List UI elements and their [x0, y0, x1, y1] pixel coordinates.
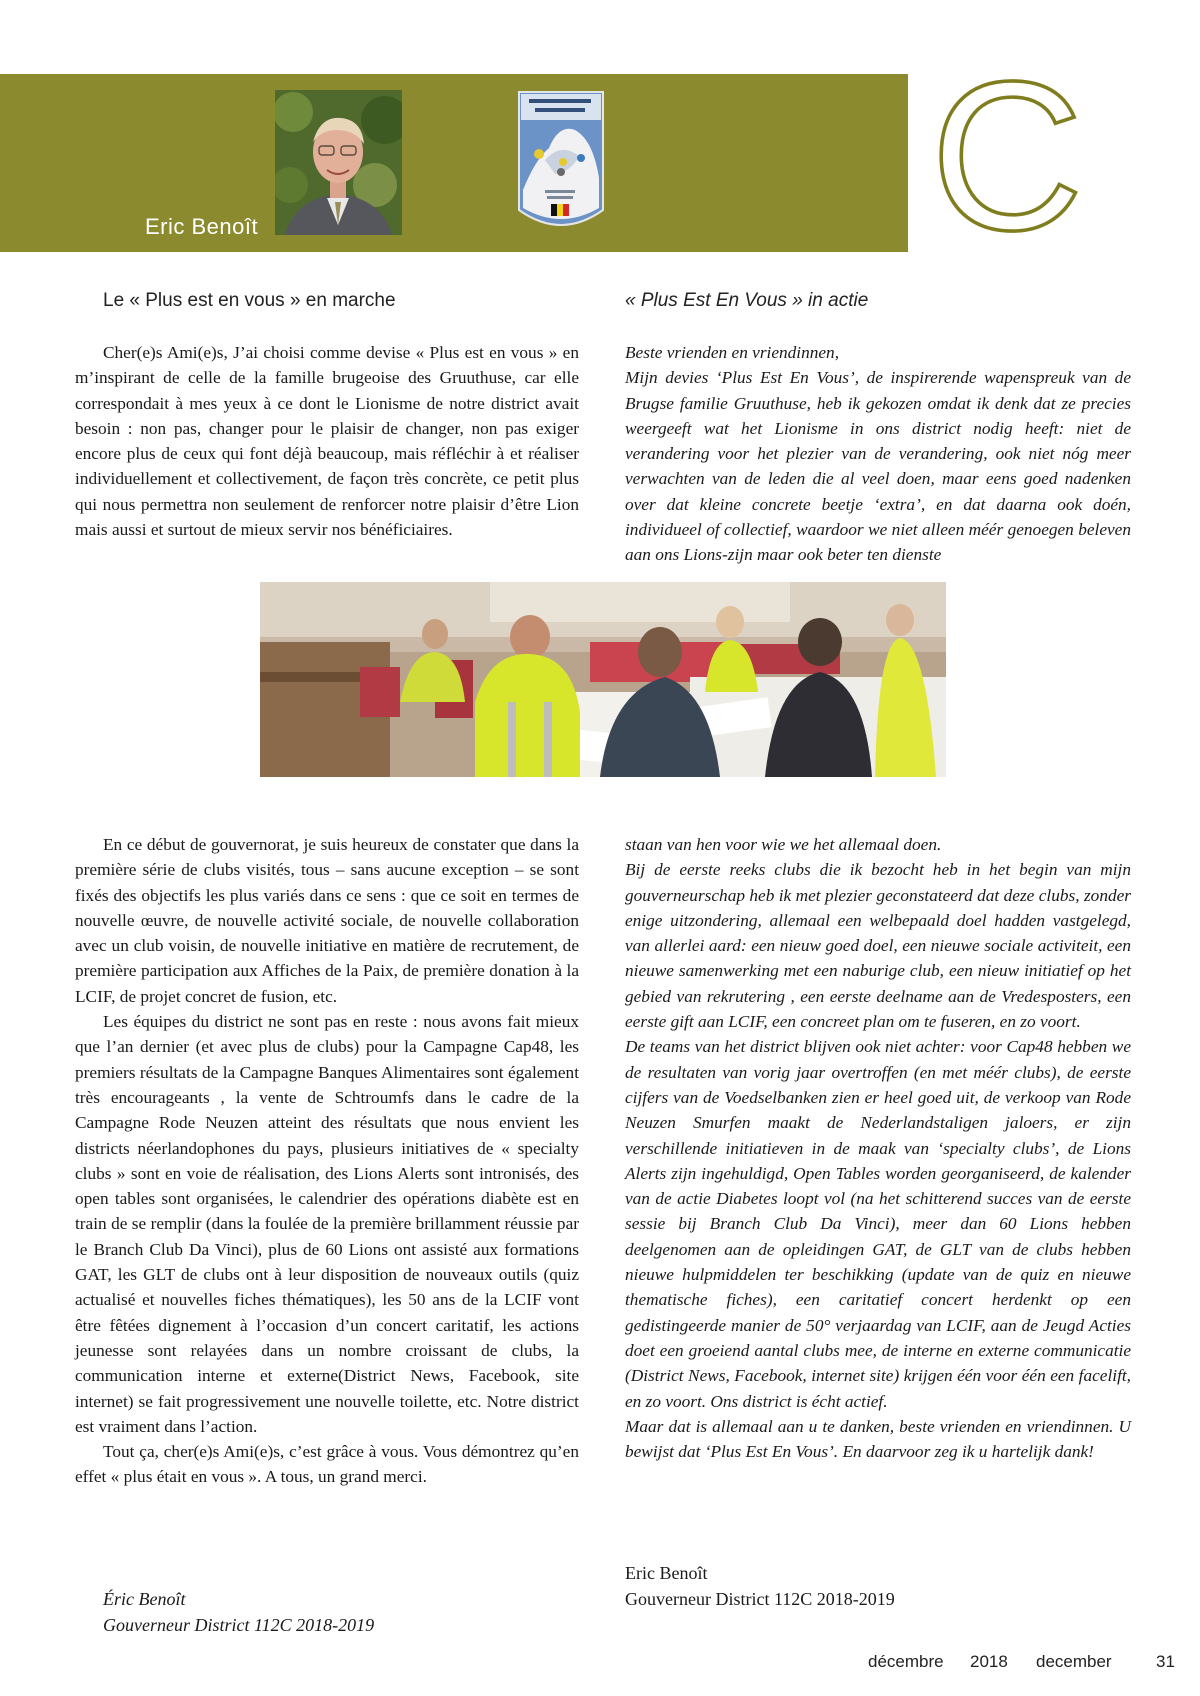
french-signature-title: Gouverneur District 112C 2018-2019: [103, 1615, 375, 1635]
dutch-paragraph-teams: De teams van het district blijven ook niet achter: voor Cap48 hebben we de resultaten van vorig jaar overtroffen (en met méér clubs), de eerste cijfers van de Voedselbanken zien er heel goed uit, de verkoop van Rode Neuzen Smurfen maakt de Nederlandstaligen jaloers, er zijn verschillende initiatieven in de maak van ‘specialty clubs’, de Lions Alerts zijn ingehuldigd, Open Tables worden georganiseerd, de kalender van de actie Diabetes loopt vol (na het schitterend succes van de eerste sessie bij Branch Club Da Vinci), meer dan 60 Lions hebben deelgenomen aan de opleidingen GAT, de GLT van de clubs hebben nieuwe hulpmiddelen ter beschikking (update van de quiz en nieuwe thematische fiches), een caritatief concert herdenkt op een gedistingeerde manier de 50° verjaardag van LCIF, aan de Jeugd Acties doet een groeiend aantal clubs mee, de interne en externe communicatie (District News, Facebook, internet site) krijgen één voor één een facelift, en zo voort. Ons district is écht actief.: [625, 1037, 1131, 1411]
dutch-main-block: [625, 832, 1131, 1464]
meeting-photo: [260, 582, 946, 777]
footer-month-nl: december: [1036, 1652, 1112, 1671]
french-heading: Le « Plus est en vous » en marche: [103, 290, 396, 311]
dutch-heading: « Plus Est En Vous » in actie: [625, 290, 869, 311]
french-paragraph-clubs: En ce début de gouvernorat, je suis heureux de constater que dans la première série de clubs visités, tous – sans aucune exception – se sont fixés des objectifs les plus variés dans ce sens : que ce soit en termes de nouvelle œuvre, de nouvelle activité sociale, de nouvelle collaboration avec un club voisin, de nouvelle initiative en matière de recrutement, de première participation aux Affiches de la Paix, de première donation à la LCIF, de projet concret de fusion, etc.: [75, 835, 579, 1006]
header-banner: [0, 74, 908, 252]
french-intro-paragraph: Cher(e)s Ami(e)s, J’ai choisi comme devise « Plus est en vous » en m’inspirant de celle de la famille brugeoise des Gruuthuse, car elle correspondait à mes yeux à ce dont le Lionisme de notre district avait besoin : non pas, changer pour le plaisir de changer, non pas exiger encore plus de ceux qui font déjà beaucoup, mais réfléchir à et réaliser individuellement et collectivement, de façon très concrète, ce petit plus qui nous permettra non seulement de renforcer notre plaisir d’être Lion mais aussi et surtout de mieux servir nos bénéficiaires.: [75, 343, 579, 540]
french-intro-block: [75, 340, 579, 542]
district-pennant-emblem: [515, 90, 607, 235]
french-signature: [103, 1586, 374, 1638]
author-portrait-photo: [275, 90, 402, 235]
dutch-intro-block: [625, 340, 1131, 568]
french-signature-name: Éric Benoît: [103, 1589, 186, 1609]
dutch-intro-paragraph: Mijn devies ‘Plus Est En Vous’, de inspirerende wapenspreuk van de Brugse familie Gruuthuse, heb ik gekozen omdat ik denk dat ze precies weergeeft wat het Lionisme in ons district nodig heeft: niet de verandering voor het plezier van de verandering, ook niet nóg meer verwachten van de leden die al veel doen, maar eens goed nadenken over dat kleine concrete beetje ‘extra’, en dat daarna ook doén, individueel of collectief, waardoor we niet alleen méér genoegen beleven aan ons Lions-zijn maar ook beter ten dienste: [625, 368, 1131, 565]
page-number: 31: [1156, 1652, 1175, 1671]
dutch-greeting: Beste vrienden en vriendinnen,: [625, 343, 840, 362]
french-paragraph-teams: Les équipes du district ne sont pas en reste : nous avons fait mieux que l’an dernier (et avec plus de clubs) pour la Campagne Cap48, les premiers résultats de la Campagne Banques Alimentaires sont également très encourageants , la vente de Schtroumfs dans le cadre de la Campagne Rode Neuzen atteint des résultats que nous envient les districts néerlandophones du pays, plusieurs initiatives de « specialty clubs » sont en voie de réalisation, des Lions Alerts sont intronisés, des open tables sont organisées, le calendrier des opérations diabète est en train de se remplir (dans la foulée de la première brillamment réussie par le Branch Club Da Vinci), plus de 60 Lions ont assisté aux formations GAT, les GLT de clubs ont à leur disposition de nouveaux outils (quiz actualisé et nouvelles fiches thématiques), les 50 ans de la LCIF vont être fêtées dignement à l’occasion d’un concert caritatif, les actions jeunesse sont relayées dans un nombre croissant de clubs, la communication interne et externe(District News, Facebook, site internet) se fait progressivement une nouvelle toilette, etc. Notre district est vraiment dans l’action.: [75, 1012, 579, 1436]
french-paragraph-thanks: Tout ça, cher(e)s Ami(e)s, c’est grâce à vous. Vous démontrez qu’en effet « plus était en vous ». A tous, un grand merci.: [75, 1442, 579, 1487]
dutch-signature: [625, 1560, 895, 1612]
author-name: Eric Benoît: [145, 214, 259, 239]
dutch-signature-title: Gouverneur District 112C 2018-2019: [625, 1589, 895, 1609]
dutch-paragraph-thanks: Maar dat is allemaal aan u te danken, beste vrienden en vriendinnen. U bewijst dat ‘Plus Est En Vous’. En daarvoor zeg ik u hartelijk dank!: [625, 1416, 1131, 1462]
dutch-signature-name: Eric Benoît: [625, 1563, 708, 1583]
footer-month-fr: décembre: [868, 1652, 944, 1671]
french-main-block: [75, 832, 579, 1490]
chapter-letter-c: [924, 72, 1090, 252]
dutch-continuation: staan van hen voor wie we het allemaal doen.: [625, 835, 942, 854]
footer-year: 2018: [970, 1652, 1008, 1671]
dutch-paragraph-clubs: Bij de eerste reeks clubs die ik bezocht heb in het begin van mijn gouverneurschap heb ik met plezier geconstateerd dat deze clubs, zonder enige uitzondering, allemaal een welbepaald doel hadden vastgelegd, van allerlei aard: een nieuw goed doel, een nieuwe sociale activiteit, een nieuwe samenwerking met een naburige club, een nieuw initiatief op het gebied van rekrutering , een eerste deelname aan de Vredesposters, een eerste gift aan LCIF, een concreet plan om te fuseren, en zo voort.: [625, 860, 1131, 1032]
chapter-letter-text: C: [930, 72, 1084, 252]
